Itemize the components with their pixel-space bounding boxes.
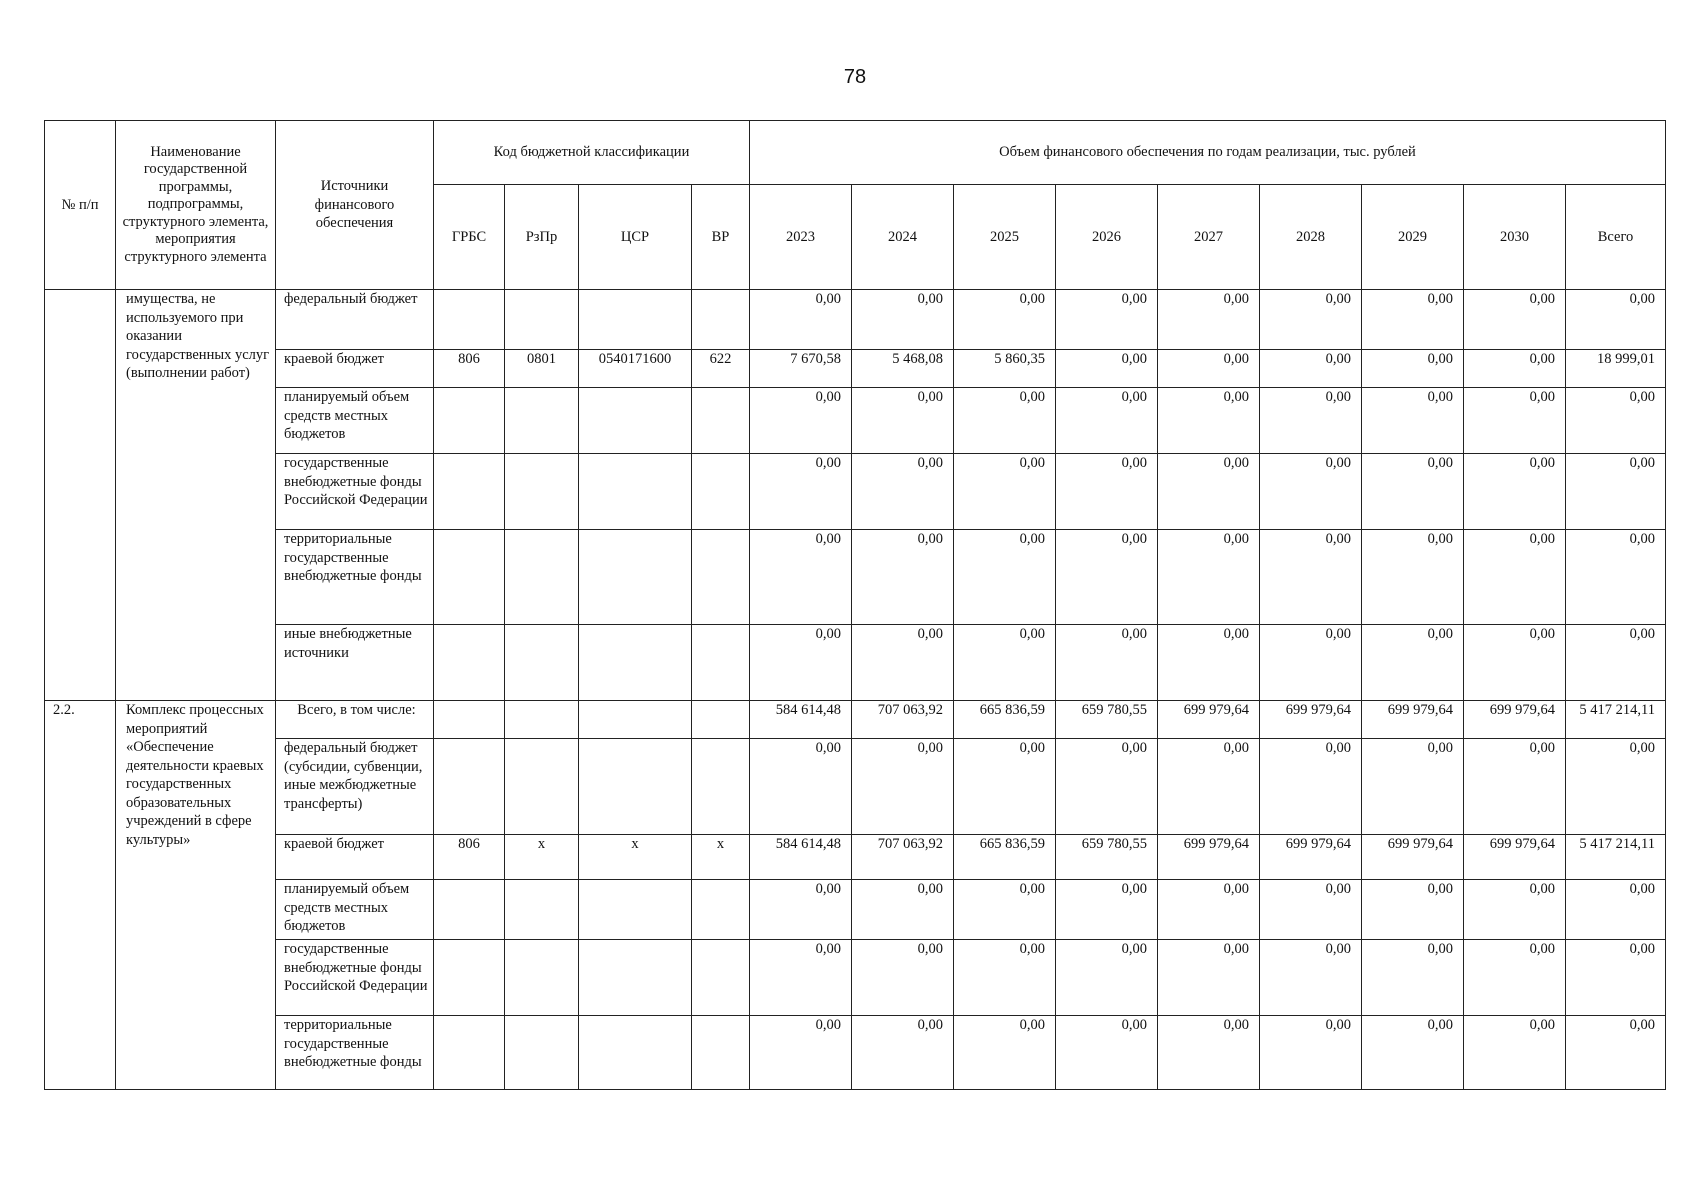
amount-cell: 0,00 xyxy=(1566,290,1666,350)
budget-code-cell xyxy=(505,1016,579,1090)
amount-cell: 0,00 xyxy=(1158,880,1260,940)
header-name: Наименование государственной программы, подпрограммы, структурного элемента, мероприятия структурного элемента xyxy=(116,121,276,290)
budget-code-cell xyxy=(505,530,579,625)
amount-cell: 0,00 xyxy=(954,530,1056,625)
header-year-col: 2026 xyxy=(1056,185,1158,290)
budget-code-cell xyxy=(579,530,692,625)
amount-cell: 0,00 xyxy=(852,940,954,1016)
amount-cell: 699 979,64 xyxy=(1260,835,1362,880)
amount-cell: 0,00 xyxy=(852,739,954,835)
budget-code-cell xyxy=(579,940,692,1016)
budget-code-cell xyxy=(579,880,692,940)
budget-code-cell xyxy=(434,940,505,1016)
budget-code-cell xyxy=(434,880,505,940)
amount-cell: 0,00 xyxy=(1464,880,1566,940)
header-code-col: РзПр xyxy=(505,185,579,290)
budget-code-cell xyxy=(434,701,505,739)
amount-cell: 584 614,48 xyxy=(750,835,852,880)
amount-cell: 665 836,59 xyxy=(954,835,1056,880)
header-sources: Источники финансового обеспечения xyxy=(276,121,434,290)
row-index: 2.2. xyxy=(45,701,116,1090)
amount-cell: 0,00 xyxy=(1362,454,1464,530)
amount-cell: 0,00 xyxy=(750,940,852,1016)
amount-cell: 0,00 xyxy=(1260,454,1362,530)
budget-code-cell xyxy=(692,625,750,701)
amount-cell: 7 670,58 xyxy=(750,350,852,388)
amount-cell: 0,00 xyxy=(1464,290,1566,350)
amount-cell: 0,00 xyxy=(1566,530,1666,625)
amount-cell: 0,00 xyxy=(1362,739,1464,835)
amount-cell: 0,00 xyxy=(1260,880,1362,940)
header-year-col: 2030 xyxy=(1464,185,1566,290)
amount-cell: 0,00 xyxy=(1056,388,1158,454)
header-code-col: ВР xyxy=(692,185,750,290)
budget-code-cell xyxy=(505,388,579,454)
amount-cell: 0,00 xyxy=(852,880,954,940)
amount-cell: 18 999,01 xyxy=(1566,350,1666,388)
amount-cell: 0,00 xyxy=(954,388,1056,454)
budget-code-cell xyxy=(692,454,750,530)
budget-code-cell: x xyxy=(692,835,750,880)
funding-source: планируемый объем средств местных бюджетов xyxy=(276,880,434,940)
amount-cell: 0,00 xyxy=(1158,388,1260,454)
funding-source: территориальные государственные внебюджетные фонды xyxy=(276,530,434,625)
budget-code-cell xyxy=(579,388,692,454)
table-row xyxy=(45,388,1666,454)
budget-code-cell xyxy=(505,454,579,530)
funding-source: краевой бюджет xyxy=(276,350,434,388)
row-index xyxy=(45,290,116,701)
amount-cell: 5 417 214,11 xyxy=(1566,701,1666,739)
budget-code-cell xyxy=(434,530,505,625)
amount-cell: 0,00 xyxy=(1362,350,1464,388)
amount-cell: 0,00 xyxy=(750,290,852,350)
amount-cell: 0,00 xyxy=(1158,454,1260,530)
amount-cell: 0,00 xyxy=(1056,350,1158,388)
budget-code-cell xyxy=(434,290,505,350)
budget-code-cell xyxy=(505,739,579,835)
table-row xyxy=(45,1016,1666,1090)
amount-cell: 659 780,55 xyxy=(1056,835,1158,880)
budget-code-cell xyxy=(434,739,505,835)
amount-cell: 5 860,35 xyxy=(954,350,1056,388)
budget-code-cell xyxy=(692,940,750,1016)
funding-source: планируемый объем средств местных бюджетов xyxy=(276,388,434,454)
table-row xyxy=(45,454,1666,530)
amount-cell: 0,00 xyxy=(852,625,954,701)
amount-cell: 0,00 xyxy=(1464,739,1566,835)
amount-cell: 0,00 xyxy=(1464,388,1566,454)
table-row xyxy=(45,350,1666,388)
header-year-col: Всего xyxy=(1566,185,1666,290)
amount-cell: 699 979,64 xyxy=(1464,701,1566,739)
header-group-code: Код бюджетной классификации xyxy=(434,121,750,185)
amount-cell: 0,00 xyxy=(1260,350,1362,388)
amount-cell: 0,00 xyxy=(750,388,852,454)
budget-code-cell: x xyxy=(505,835,579,880)
budget-table xyxy=(44,120,1666,1090)
amount-cell: 0,00 xyxy=(750,739,852,835)
budget-code-cell: x xyxy=(579,835,692,880)
table-row xyxy=(45,530,1666,625)
amount-cell: 0,00 xyxy=(852,388,954,454)
amount-cell: 0,00 xyxy=(1158,739,1260,835)
amount-cell: 0,00 xyxy=(1056,530,1158,625)
amount-cell: 0,00 xyxy=(1260,290,1362,350)
header-code-col: ЦСР xyxy=(579,185,692,290)
amount-cell: 665 836,59 xyxy=(954,701,1056,739)
budget-code-cell: 806 xyxy=(434,835,505,880)
table-row xyxy=(45,940,1666,1016)
amount-cell: 0,00 xyxy=(1260,625,1362,701)
funding-source: территориальные государственные внебюджетные фонды xyxy=(276,1016,434,1090)
header-year-col: 2024 xyxy=(852,185,954,290)
amount-cell: 699 979,64 xyxy=(1362,835,1464,880)
amount-cell: 0,00 xyxy=(1464,530,1566,625)
header-year-col: 2029 xyxy=(1362,185,1464,290)
budget-code-cell: 0540171600 xyxy=(579,350,692,388)
page-number: 78 xyxy=(843,66,867,88)
amount-cell: 0,00 xyxy=(954,454,1056,530)
funding-source: государственные внебюджетные фонды Российской Федерации xyxy=(276,940,434,1016)
header-year-col: 2028 xyxy=(1260,185,1362,290)
budget-code-cell xyxy=(505,701,579,739)
amount-cell: 0,00 xyxy=(1260,739,1362,835)
funding-source: иные внебюджетные источники xyxy=(276,625,434,701)
amount-cell: 5 417 214,11 xyxy=(1566,835,1666,880)
budget-code-cell xyxy=(579,739,692,835)
amount-cell: 0,00 xyxy=(1362,1016,1464,1090)
amount-cell: 5 468,08 xyxy=(852,350,954,388)
program-name: Комплекс процессных мероприятий «Обеспечение деятельности краевых государственных образовательных учреждений в сфере культуры» xyxy=(116,701,276,1090)
program-name: имущества, не используемого при оказании государственных услуг (выполнении работ) xyxy=(116,290,276,701)
amount-cell: 0,00 xyxy=(1056,739,1158,835)
amount-cell: 0,00 xyxy=(1158,625,1260,701)
amount-cell: 0,00 xyxy=(750,880,852,940)
budget-code-cell xyxy=(505,940,579,1016)
budget-code-cell xyxy=(579,1016,692,1090)
budget-code-cell xyxy=(579,625,692,701)
amount-cell: 0,00 xyxy=(1362,625,1464,701)
budget-code-cell xyxy=(579,454,692,530)
amount-cell: 0,00 xyxy=(1566,1016,1666,1090)
amount-cell: 659 780,55 xyxy=(1056,701,1158,739)
funding-source: краевой бюджет xyxy=(276,835,434,880)
budget-code-cell xyxy=(434,1016,505,1090)
amount-cell: 0,00 xyxy=(1158,1016,1260,1090)
amount-cell: 0,00 xyxy=(1158,530,1260,625)
amount-cell: 0,00 xyxy=(1158,350,1260,388)
amount-cell: 0,00 xyxy=(852,530,954,625)
amount-cell: 0,00 xyxy=(750,625,852,701)
budget-code-cell: 622 xyxy=(692,350,750,388)
amount-cell: 0,00 xyxy=(852,1016,954,1090)
amount-cell: 0,00 xyxy=(750,454,852,530)
amount-cell: 0,00 xyxy=(1056,940,1158,1016)
amount-cell: 0,00 xyxy=(1566,739,1666,835)
amount-cell: 699 979,64 xyxy=(1158,701,1260,739)
amount-cell: 0,00 xyxy=(1464,940,1566,1016)
amount-cell: 0,00 xyxy=(1464,350,1566,388)
budget-code-cell xyxy=(505,880,579,940)
budget-code-cell xyxy=(434,388,505,454)
amount-cell: 0,00 xyxy=(1566,940,1666,1016)
amount-cell: 0,00 xyxy=(1362,880,1464,940)
budget-code-cell xyxy=(692,880,750,940)
amount-cell: 0,00 xyxy=(1362,530,1464,625)
amount-cell: 0,00 xyxy=(1464,1016,1566,1090)
budget-code-cell xyxy=(692,388,750,454)
amount-cell: 0,00 xyxy=(1362,940,1464,1016)
budget-code-cell: 806 xyxy=(434,350,505,388)
amount-cell: 0,00 xyxy=(1158,290,1260,350)
header-num: № п/п xyxy=(45,121,116,290)
amount-cell: 0,00 xyxy=(1464,625,1566,701)
amount-cell: 0,00 xyxy=(750,1016,852,1090)
amount-cell: 0,00 xyxy=(954,290,1056,350)
amount-cell: 0,00 xyxy=(1056,290,1158,350)
amount-cell: 0,00 xyxy=(1566,454,1666,530)
amount-cell: 0,00 xyxy=(954,1016,1056,1090)
table-row xyxy=(45,290,1666,350)
budget-code-cell xyxy=(579,290,692,350)
funding-source: Всего, в том числе: xyxy=(276,701,434,739)
amount-cell: 0,00 xyxy=(1260,388,1362,454)
header-code-col: ГРБС xyxy=(434,185,505,290)
budget-code-cell: 0801 xyxy=(505,350,579,388)
amount-cell: 0,00 xyxy=(1056,880,1158,940)
budget-code-cell xyxy=(692,701,750,739)
header-year-col: 2023 xyxy=(750,185,852,290)
table-row xyxy=(45,625,1666,701)
amount-cell: 699 979,64 xyxy=(1260,701,1362,739)
header-year-col: 2027 xyxy=(1158,185,1260,290)
budget-code-cell xyxy=(505,625,579,701)
budget-code-cell xyxy=(505,290,579,350)
amount-cell: 0,00 xyxy=(1464,454,1566,530)
funding-source: государственные внебюджетные фонды Российской Федерации xyxy=(276,454,434,530)
budget-code-cell xyxy=(434,454,505,530)
amount-cell: 0,00 xyxy=(1158,940,1260,1016)
amount-cell: 0,00 xyxy=(1260,1016,1362,1090)
table-header xyxy=(45,121,1666,290)
amount-cell: 0,00 xyxy=(1566,880,1666,940)
table-row xyxy=(45,835,1666,880)
amount-cell: 699 979,64 xyxy=(1158,835,1260,880)
amount-cell: 0,00 xyxy=(1362,388,1464,454)
amount-cell: 0,00 xyxy=(1056,625,1158,701)
table-row xyxy=(45,880,1666,940)
table-row xyxy=(45,701,1666,739)
amount-cell: 707 063,92 xyxy=(852,835,954,880)
amount-cell: 0,00 xyxy=(852,290,954,350)
amount-cell: 0,00 xyxy=(852,454,954,530)
budget-code-cell xyxy=(692,290,750,350)
amount-cell: 0,00 xyxy=(954,625,1056,701)
amount-cell: 0,00 xyxy=(1056,1016,1158,1090)
amount-cell: 0,00 xyxy=(1260,940,1362,1016)
header-year-col: 2025 xyxy=(954,185,1056,290)
amount-cell: 0,00 xyxy=(954,880,1056,940)
budget-code-cell xyxy=(692,530,750,625)
amount-cell: 0,00 xyxy=(750,530,852,625)
funding-source: федеральный бюджет xyxy=(276,290,434,350)
amount-cell: 0,00 xyxy=(954,739,1056,835)
amount-cell: 707 063,92 xyxy=(852,701,954,739)
amount-cell: 0,00 xyxy=(1566,625,1666,701)
section-1 xyxy=(45,290,1666,701)
amount-cell: 699 979,64 xyxy=(1362,701,1464,739)
amount-cell: 0,00 xyxy=(1056,454,1158,530)
budget-code-cell xyxy=(692,1016,750,1090)
budget-code-cell xyxy=(434,625,505,701)
amount-cell: 0,00 xyxy=(1260,530,1362,625)
amount-cell: 584 614,48 xyxy=(750,701,852,739)
amount-cell: 0,00 xyxy=(954,940,1056,1016)
amount-cell: 0,00 xyxy=(1566,388,1666,454)
amount-cell: 699 979,64 xyxy=(1464,835,1566,880)
section-2 xyxy=(45,701,1666,1090)
budget-code-cell xyxy=(579,701,692,739)
budget-code-cell xyxy=(692,739,750,835)
header-group-volume: Объем финансового обеспечения по годам реализации, тыс. рублей xyxy=(750,121,1666,185)
funding-source: федеральный бюджет (субсидии, субвенции, иные межбюджетные трансферты) xyxy=(276,739,434,835)
table-row xyxy=(45,739,1666,835)
amount-cell: 0,00 xyxy=(1362,290,1464,350)
